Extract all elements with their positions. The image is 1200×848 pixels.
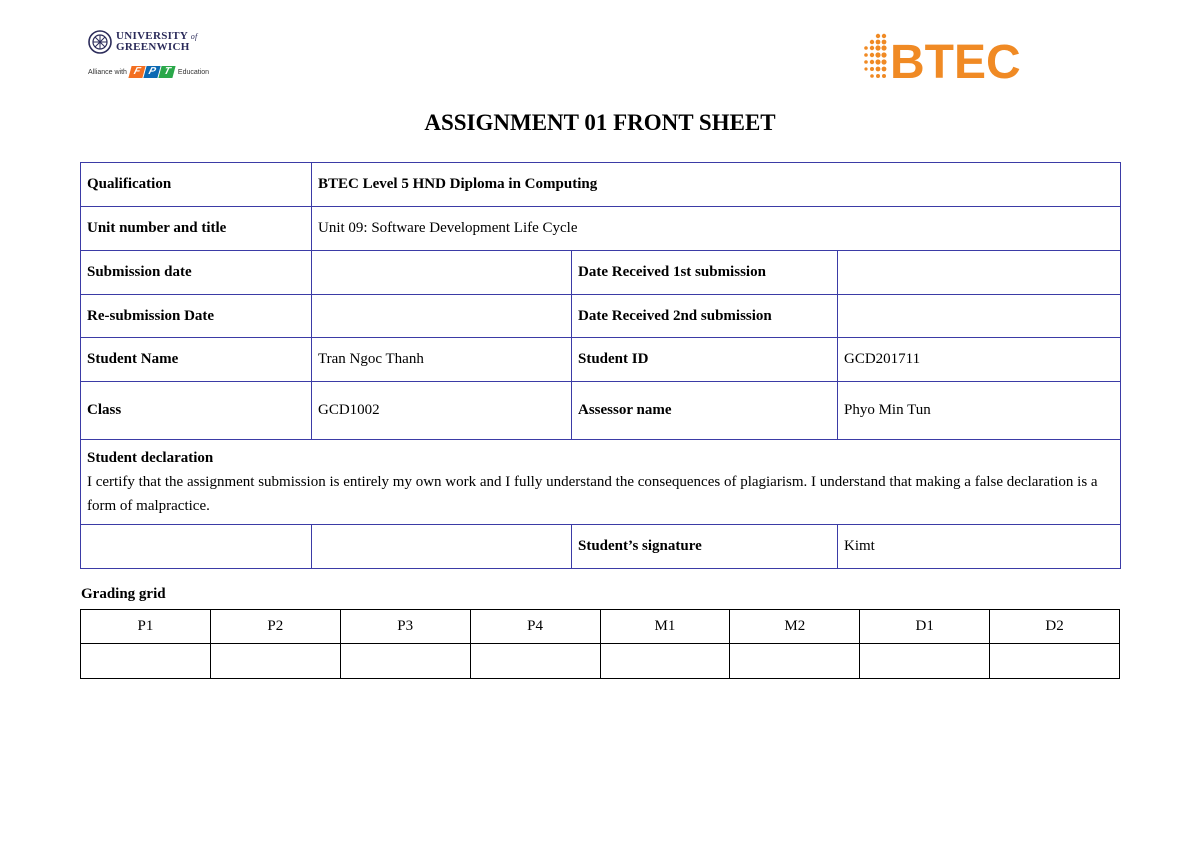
page-title: ASSIGNMENT 01 FRONT SHEET — [424, 110, 776, 135]
grade-cell-p4[interactable] — [470, 644, 600, 679]
student-id-label: Student ID — [572, 338, 838, 382]
grade-header-m1: M1 — [600, 610, 730, 644]
fpt-letter-p: P — [143, 66, 160, 78]
grade-header-p4: P4 — [470, 610, 600, 644]
assessor-label: Assessor name — [572, 382, 838, 440]
row-class — [81, 382, 1121, 440]
submission-date-label: Submission date — [81, 251, 312, 295]
grade-header-p1: P1 — [81, 610, 211, 644]
student-id-value: GCD201711 — [838, 338, 1121, 382]
grade-cell-d2[interactable] — [990, 644, 1120, 679]
signature-empty-2 — [312, 525, 572, 569]
row-declaration — [81, 440, 1121, 525]
alliance-prefix: Alliance with — [88, 68, 127, 76]
grade-header-d1: D1 — [860, 610, 990, 644]
declaration-text: I certify that the assignment submission is entirely my own work and I fully understand the consequences of plagiarism. I understand that making a false declaration is a form of malpractice. — [87, 474, 1098, 514]
declaration-cell — [81, 440, 1121, 525]
qualification-label: Qualification — [81, 163, 312, 207]
btec-logo — [858, 28, 1038, 88]
grade-header-m2: M2 — [730, 610, 860, 644]
grading-grid-label: Grading grid — [81, 586, 166, 602]
signature-empty-1 — [81, 525, 312, 569]
btec-logo-text: BTEC — [890, 36, 1021, 88]
unit-value: Unit 09: Software Development Life Cycle — [312, 207, 1121, 251]
logo-greenwich-text: GREENWICH — [116, 41, 190, 53]
alliance-suffix: Education — [177, 68, 210, 76]
row-submission — [81, 251, 1121, 295]
qualification-value: BTEC Level 5 HND Diploma in Computing — [312, 163, 1121, 207]
grade-cell-m1[interactable] — [600, 644, 730, 679]
fpt-letter-t: T — [158, 66, 175, 78]
grade-cell-p2[interactable] — [210, 644, 340, 679]
resubmission-label: Re-submission Date — [81, 295, 312, 338]
grading-header-row — [81, 610, 1120, 644]
class-label: Class — [81, 382, 312, 440]
grading-grid-table — [80, 609, 1120, 679]
row-unit — [81, 207, 1121, 251]
university-seal-icon — [88, 30, 112, 54]
submission-date-value[interactable] — [312, 251, 572, 295]
logo-university-text: UNIVERSITY — [116, 30, 188, 42]
row-qualification — [81, 163, 1121, 207]
unit-label: Unit number and title — [81, 207, 312, 251]
signature-value[interactable]: Kimt — [838, 525, 1121, 569]
signature-label: Student’s signature — [572, 525, 838, 569]
fpt-logo — [130, 66, 175, 78]
received-1st-label: Date Received 1st submission — [572, 251, 838, 295]
fpt-letter-f: F — [128, 66, 145, 78]
received-2nd-value[interactable] — [838, 295, 1121, 338]
received-2nd-label: Date Received 2nd submission — [572, 295, 838, 338]
row-signature — [81, 525, 1121, 569]
received-1st-value[interactable] — [838, 251, 1121, 295]
student-name-value: Tran Ngoc Thanh — [312, 338, 572, 382]
btec-dots-icon — [864, 34, 886, 78]
class-value: GCD1002 — [312, 382, 572, 440]
grade-header-p3: P3 — [340, 610, 470, 644]
grading-value-row — [81, 644, 1120, 679]
front-sheet-table — [80, 162, 1121, 569]
grade-cell-p3[interactable] — [340, 644, 470, 679]
greenwich-logo — [88, 30, 218, 90]
grade-header-p2: P2 — [210, 610, 340, 644]
row-student — [81, 338, 1121, 382]
row-resubmission — [81, 295, 1121, 338]
grade-header-d2: D2 — [990, 610, 1120, 644]
declaration-title: Student declaration — [87, 450, 214, 466]
grade-cell-d1[interactable] — [860, 644, 990, 679]
grade-cell-p1[interactable] — [81, 644, 211, 679]
logo-of-text: of — [190, 32, 198, 41]
student-name-label: Student Name — [81, 338, 312, 382]
assessor-value: Phyo Min Tun — [838, 382, 1121, 440]
grade-cell-m2[interactable] — [730, 644, 860, 679]
resubmission-value[interactable] — [312, 295, 572, 338]
